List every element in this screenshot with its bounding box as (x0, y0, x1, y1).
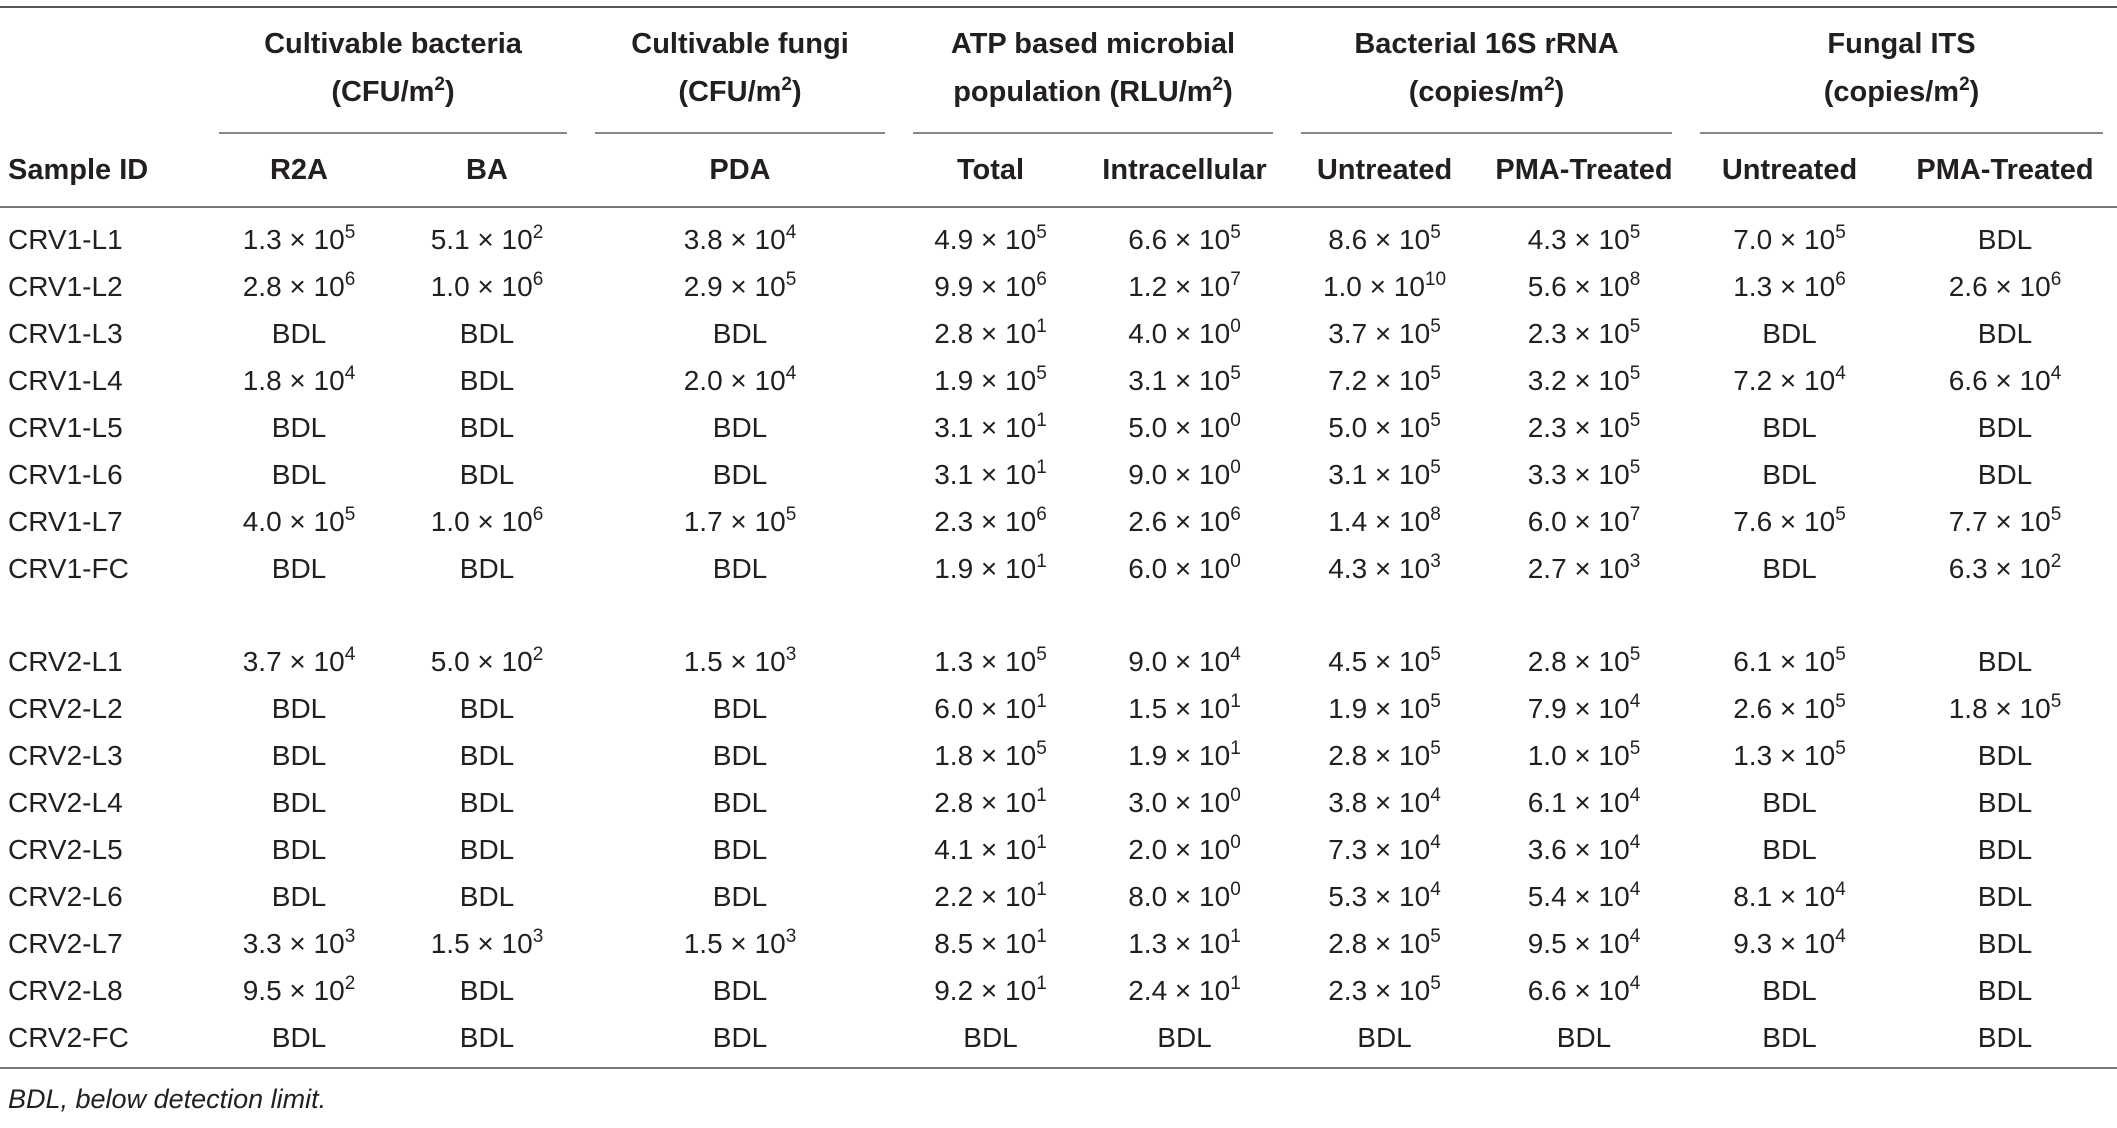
table-cell: $3.1 \times 10^5$ (1128, 362, 1241, 396)
table-cell: BDL (712, 880, 768, 912)
table-cell: BDL (1762, 833, 1817, 865)
column-header: Untreated (1287, 134, 1482, 207)
table-cell: $3.0 \times 10^0$ (1128, 784, 1241, 818)
sample-id-cell: CRV1-L1 (8, 223, 123, 255)
table-cell: $2.3 \times 10^5$ (1328, 972, 1441, 1006)
table-cell: $1.9 \times 10^5$ (934, 362, 1047, 396)
table-cell: BDL (459, 739, 515, 771)
group-title-line2: $(copies/m^2)$ (1408, 74, 1565, 108)
table-row (0, 967, 2117, 1014)
table-cell: $1.3 \times 10^5$ (242, 221, 356, 255)
table-cell: $3.3 \times 10^3$ (242, 925, 356, 959)
table-row (0, 545, 2117, 592)
table-cell: $1.9 \times 10^1$ (934, 550, 1047, 584)
table-cell: $6.3 \times 10^2$ (1948, 550, 2062, 584)
table-cell: BDL (1762, 458, 1817, 490)
table-row (0, 498, 2117, 545)
table-cell: BDL (899, 1014, 1082, 1068)
table-cell: $3.1 \times 10^1$ (934, 456, 1047, 490)
group-title-line2: $(CFU/m^2)$ (678, 74, 802, 108)
table-cell: $4.0 \times 10^5$ (242, 503, 356, 537)
table-cell: $3.8 \times 10^4$ (1328, 784, 1441, 818)
sample-id-cell: CRV1-L4 (8, 364, 123, 396)
table-cell: BDL (459, 833, 515, 865)
table-cell: BDL (712, 317, 768, 349)
table-cell: BDL (1762, 786, 1817, 818)
table-cell: $2.8 \times 10^6$ (242, 268, 356, 302)
table-cell: BDL (712, 833, 768, 865)
table-cell: $1.4 \times 10^8$ (1328, 503, 1441, 537)
table-cell: BDL (271, 880, 327, 912)
table-cell: $8.6 \times 10^5$ (1328, 221, 1441, 255)
table-cell: $2.8 \times 10^5$ (1527, 643, 1641, 677)
table-cell: $2.7 \times 10^3$ (1527, 550, 1641, 584)
table-cell: $2.8 \times 10^5$ (1328, 925, 1441, 959)
table-cell: BDL (459, 458, 515, 490)
table-cell: $4.1 \times 10^1$ (934, 831, 1047, 865)
table-cell: $1.5 \times 10^3$ (430, 925, 544, 959)
table-cell: BDL (271, 833, 327, 865)
table-cell: $1.7 \times 10^5$ (683, 503, 797, 537)
table-cell: $2.3 \times 10^6$ (934, 503, 1047, 537)
group-header-atp (899, 8, 1287, 132)
table-cell: $1.8 \times 10^5$ (934, 737, 1047, 771)
table-cell: $9.5 \times 10^2$ (242, 972, 356, 1006)
table-cell: BDL (1686, 1014, 1893, 1068)
table-cell: BDL (712, 411, 768, 443)
sample-id-cell: CRV2-L7 (8, 927, 123, 959)
table-cell: $1.5 \times 10^3$ (683, 643, 797, 677)
table-cell: $5.4 \times 10^4$ (1527, 878, 1641, 912)
table-cell: $5.0 \times 10^5$ (1328, 409, 1441, 443)
table-row (0, 451, 2117, 498)
table-cell: BDL (1482, 1014, 1686, 1068)
table-cell: $6.0 \times 10^0$ (1128, 550, 1241, 584)
table-cell: $1.9 \times 10^5$ (1328, 690, 1441, 724)
table-cell: BDL (393, 1014, 581, 1068)
table-cell: $5.0 \times 10^2$ (430, 643, 544, 677)
table-cell: $1.3 \times 10^1$ (1128, 925, 1241, 959)
table-cell: $2.0 \times 10^0$ (1128, 831, 1241, 865)
table-cell: $9.0 \times 10^4$ (1128, 643, 1241, 677)
sample-id-cell: CRV2-L8 (8, 974, 123, 1006)
table-cell: BDL (1977, 880, 2033, 912)
table-cell: BDL (1762, 411, 1817, 443)
table-cell: $1.3 \times 10^6$ (1733, 268, 1846, 302)
table-cell: BDL (1893, 1014, 2117, 1068)
table-cell: $3.1 \times 10^1$ (934, 409, 1047, 443)
table-cell: BDL (1977, 458, 2033, 490)
table-cell: BDL (459, 974, 515, 1006)
footnote: BDL, below detection limit. (8, 1084, 327, 1114)
table-cell: $2.8 \times 10^1$ (934, 784, 1047, 818)
table-cell: $5.0 \times 10^0$ (1128, 409, 1241, 443)
table-cell: BDL (1977, 974, 2033, 1006)
table-cell: BDL (271, 552, 327, 584)
table-row (0, 310, 2117, 357)
table-cell: $7.9 \times 10^4$ (1527, 690, 1641, 724)
table-row (0, 638, 2117, 685)
group-title-line1: Fungal ITS (1827, 28, 1976, 60)
table-cell: $8.1 \times 10^4$ (1733, 878, 1846, 912)
table-cell: $1.0 \times 10^6$ (430, 268, 544, 302)
table-cell: BDL (1977, 317, 2033, 349)
group-title-line2: $(CFU/m^2)$ (331, 74, 455, 108)
table-cell: $3.6 \times 10^4$ (1527, 831, 1641, 865)
table-cell: $9.0 \times 10^0$ (1128, 456, 1241, 490)
table-cell: $4.0 \times 10^0$ (1128, 315, 1241, 349)
column-header: PDA (581, 134, 899, 207)
group-title-line1: Cultivable bacteria (264, 28, 522, 60)
table-cell: $1.5 \times 10^1$ (1128, 690, 1241, 724)
table-row (0, 873, 2117, 920)
sample-id-cell: CRV1-L6 (8, 458, 123, 490)
table-cell: $7.6 \times 10^5$ (1733, 503, 1846, 537)
table-row (0, 779, 2117, 826)
table-cell: $2.6 \times 10^5$ (1733, 690, 1846, 724)
table-cell: BDL (1977, 645, 2033, 677)
column-header: Total (899, 134, 1082, 207)
table-cell: BDL (712, 552, 768, 584)
table-cell: $3.7 \times 10^5$ (1328, 315, 1441, 349)
sample-id-cell: CRV2-L5 (8, 833, 123, 865)
table-cell: $2.2 \times 10^1$ (934, 878, 1047, 912)
column-header: R2A (205, 134, 393, 207)
table-cell: $8.5 \times 10^1$ (934, 925, 1047, 959)
table-cell: $8.0 \times 10^0$ (1128, 878, 1241, 912)
sample-id-cell: CRV2-L6 (8, 880, 123, 912)
table-cell: BDL (459, 411, 515, 443)
table-cell: $6.1 \times 10^5$ (1733, 643, 1846, 677)
table-cell: $4.9 \times 10^5$ (934, 221, 1047, 255)
table-cell: BDL (271, 458, 327, 490)
sample-id-cell: CRV2-FC (0, 1014, 205, 1068)
table-cell: $9.9 \times 10^6$ (934, 268, 1047, 302)
column-header: BA (393, 134, 581, 207)
table-cell: $1.0 \times 10^6$ (430, 503, 544, 537)
table-cell: $1.0 \times 10^5$ (1527, 737, 1641, 771)
table-cell: $3.7 \times 10^4$ (242, 643, 356, 677)
sample-id-cell: CRV1-L5 (8, 411, 123, 443)
table-cell: $2.6 \times 10^6$ (1128, 503, 1241, 537)
sample-id-cell: CRV2-L3 (8, 739, 123, 771)
table-cell: $6.6 \times 10^4$ (1527, 972, 1641, 1006)
table-row (0, 1014, 2117, 1068)
group-title-line1: Bacterial 16S rRNA (1354, 28, 1619, 60)
table-cell: $2.6 \times 10^6$ (1948, 268, 2062, 302)
table-cell: $2.0 \times 10^4$ (683, 362, 797, 396)
table-body (0, 207, 2117, 1068)
table-cell: $7.2 \times 10^4$ (1733, 362, 1846, 396)
table-row (0, 685, 2117, 732)
table-cell: $2.4 \times 10^1$ (1128, 972, 1241, 1006)
table-cell: BDL (459, 692, 515, 724)
column-header: Untreated (1686, 134, 1893, 207)
table-cell: $1.3 \times 10^5$ (934, 643, 1047, 677)
table-cell: $7.3 \times 10^4$ (1328, 831, 1441, 865)
table-cell: BDL (1977, 833, 2033, 865)
table-cell: BDL (712, 786, 768, 818)
table-cell: $9.3 \times 10^4$ (1733, 925, 1846, 959)
table-cell: $1.8 \times 10^4$ (242, 362, 356, 396)
table-cell: $7.2 \times 10^5$ (1328, 362, 1441, 396)
table-cell: BDL (271, 317, 327, 349)
table-cell: BDL (271, 692, 327, 724)
table-cell: BDL (1977, 223, 2033, 255)
table-cell: BDL (1977, 411, 2033, 443)
table-cell: $7.7 \times 10^5$ (1948, 503, 2062, 537)
table-cell: BDL (712, 458, 768, 490)
table-cell: BDL (1762, 974, 1817, 1006)
table-row (0, 207, 2117, 263)
column-header: Intracellular (1082, 134, 1287, 207)
row-spacer (0, 592, 2117, 638)
table-cell: BDL (1977, 786, 2033, 818)
table-cell: $6.0 \times 10^7$ (1527, 503, 1641, 537)
data-table-container (0, 6, 2117, 1069)
table-cell: $6.1 \times 10^4$ (1527, 784, 1641, 818)
table-row (0, 263, 2117, 310)
table-cell: $1.9 \times 10^1$ (1128, 737, 1241, 771)
table-cell: $2.8 \times 10^5$ (1328, 737, 1441, 771)
table-cell: $9.2 \times 10^1$ (934, 972, 1047, 1006)
table-cell: $3.2 \times 10^5$ (1527, 362, 1641, 396)
table-cell: $4.3 \times 10^5$ (1527, 221, 1641, 255)
table-cell: BDL (1977, 739, 2033, 771)
table-cell: $1.5 \times 10^3$ (683, 925, 797, 959)
table-cell: $4.3 \times 10^3$ (1328, 550, 1441, 584)
table-row (0, 826, 2117, 873)
group-title-line1: Cultivable fungi (631, 28, 849, 60)
table-cell: $2.3 \times 10^5$ (1527, 315, 1641, 349)
column-header: Sample ID (0, 134, 205, 207)
table-cell: $3.1 \times 10^5$ (1328, 456, 1441, 490)
group-header-empty (0, 8, 205, 132)
group-title-line2: population $(RLU/m^2)$ (953, 74, 1233, 108)
table-cell: BDL (1762, 317, 1817, 349)
sample-id-cell: CRV2-L1 (8, 645, 123, 677)
table-cell: BDL (1287, 1014, 1482, 1068)
table-cell: BDL (271, 739, 327, 771)
table-cell: $6.6 \times 10^4$ (1948, 362, 2062, 396)
table-cell: $3.8 \times 10^4$ (683, 221, 797, 255)
column-header-row (0, 134, 2117, 207)
sample-id-cell: CRV1-L2 (8, 270, 123, 302)
group-header-cultivable-fungi (581, 8, 899, 132)
column-header: PMA-Treated (1482, 134, 1686, 207)
table-cell: BDL (459, 786, 515, 818)
table-cell: $1.2 \times 10^7$ (1128, 268, 1241, 302)
group-title-line2: $(copies/m^2)$ (1823, 74, 1980, 108)
table-cell: BDL (712, 739, 768, 771)
table-cell: $2.9 \times 10^5$ (683, 268, 797, 302)
table-cell: BDL (1082, 1014, 1287, 1068)
table-cell: BDL (712, 974, 768, 1006)
table-cell: BDL (459, 364, 515, 396)
group-header-cultivable-bacteria (205, 8, 581, 132)
table-cell: BDL (271, 411, 327, 443)
table-cell: BDL (459, 880, 515, 912)
sample-id-cell: CRV1-L3 (8, 317, 123, 349)
table-cell: $6.6 \times 10^5$ (1128, 221, 1241, 255)
table-cell: BDL (459, 552, 515, 584)
table-cell: $3.3 \times 10^5$ (1527, 456, 1641, 490)
group-header-fungal-its (1686, 8, 2117, 132)
table-cell: $1.3 \times 10^5$ (1733, 737, 1846, 771)
group-header-row (0, 8, 2117, 132)
table-cell: $2.3 \times 10^5$ (1527, 409, 1641, 443)
table-cell: BDL (712, 692, 768, 724)
table-cell: BDL (1762, 552, 1817, 584)
table-cell: $1.0 \times 10^{10}$ (1322, 268, 1447, 302)
table-cell: BDL (581, 1014, 899, 1068)
data-table (0, 6, 2117, 1069)
table-cell: $4.5 \times 10^5$ (1328, 643, 1441, 677)
table-cell: $2.8 \times 10^1$ (934, 315, 1047, 349)
table-cell: $5.3 \times 10^4$ (1328, 878, 1441, 912)
table-cell: BDL (205, 1014, 393, 1068)
table-cell: BDL (1977, 927, 2033, 959)
table-cell: $9.5 \times 10^4$ (1527, 925, 1641, 959)
table-row (0, 404, 2117, 451)
sample-id-cell: CRV1-FC (8, 552, 129, 584)
table-cell: $5.6 \times 10^8$ (1527, 268, 1641, 302)
table-cell: $1.8 \times 10^5$ (1948, 690, 2062, 724)
group-header-bacterial-16s (1287, 8, 1686, 132)
table-cell: BDL (459, 317, 515, 349)
table-row (0, 920, 2117, 967)
group-title-line1: ATP based microbial (950, 28, 1236, 60)
column-header: PMA-Treated (1893, 134, 2117, 207)
sample-id-cell: CRV2-L4 (8, 786, 123, 818)
sample-id-cell: CRV2-L2 (8, 692, 123, 724)
table-cell: $6.0 \times 10^1$ (934, 690, 1047, 724)
table-cell: $5.1 \times 10^2$ (430, 221, 544, 255)
table-cell: BDL (271, 786, 327, 818)
table-row (0, 357, 2117, 404)
sample-id-cell: CRV1-L7 (8, 505, 123, 537)
table-cell: $7.0 \times 10^5$ (1733, 221, 1846, 255)
table-row (0, 732, 2117, 779)
